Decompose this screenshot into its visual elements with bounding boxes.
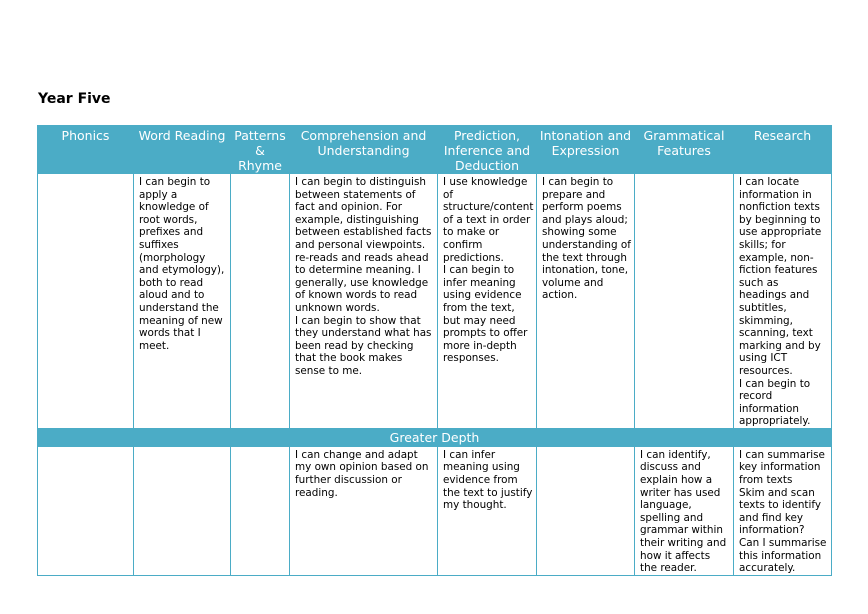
header-intonation: Intonation and Expression [537, 126, 635, 174]
cell-word-reading-gd [134, 446, 231, 575]
cell-phonics-gd [38, 446, 134, 575]
cell-grammatical-gd: I can identify, discuss and explain how a writer has used language, spelling and grammar within their writing and how it affects the reader. [635, 446, 734, 575]
cell-word-reading: I can begin to apply a knowledge of root words, prefixes and suffixes (morphology and etymology), both to read aloud and to understand the meaning of new words that I meet. [134, 174, 231, 429]
cell-patterns-rhyme [231, 174, 290, 429]
cell-intonation: I can begin to prepare and perform poems and plays aloud; showing some understanding of the text through intonation, tone, volume and action. [537, 174, 635, 429]
header-row [38, 126, 832, 174]
cell-prediction-gd: I can infer meaning using evidence from the text to justify my thought. [438, 446, 537, 575]
page-title: Year Five [38, 91, 111, 107]
greater-depth-row [38, 428, 832, 446]
header-patterns-rhyme: Patterns & Rhyme [231, 126, 290, 174]
cell-phonics [38, 174, 134, 429]
cell-prediction: I use knowledge of structure/content of a text in order to make or confirm predictions. I can begin to infer meaning using evidence from the text, but may need prompts to offer more in-depth responses. [438, 174, 537, 429]
header-prediction: Prediction, Inference and Deduction [438, 126, 537, 174]
header-grammatical: Grammatical Features [635, 126, 734, 174]
cell-patterns-rhyme-gd [231, 446, 290, 575]
greater-depth-label: Greater Depth [38, 428, 832, 446]
cell-research: I can locate information in nonfiction texts by beginning to use appropriate skills; for example, non-fiction features such as headings and subtitles, skimming, scanning, text marking and by using ICT resources. I can begin to record information appropriately. [734, 174, 832, 429]
year-five-table [37, 125, 832, 576]
cell-grammatical [635, 174, 734, 429]
cell-research-gd: I can summarise key information from texts Skim and scan texts to identify and find key information? Can I summarise this information accurately. [734, 446, 832, 575]
header-word-reading: Word Reading [134, 126, 231, 174]
table-row [38, 174, 832, 429]
cell-comprehension-gd: I can change and adapt my own opinion based on further discussion or reading. [290, 446, 438, 575]
header-comprehension: Comprehension and Understanding [290, 126, 438, 174]
cell-intonation-gd [537, 446, 635, 575]
header-phonics: Phonics [38, 126, 134, 174]
cell-comprehension: I can begin to distinguish between statements of fact and opinion. For example, distinguishing between established facts and personal viewpoints. re-reads and reads ahead to determine meaning. I generally, use knowledge of known words to read unknown words. I can begin to show that they understand what has been read by checking that the book makes sense to me. [290, 174, 438, 429]
header-research: Research [734, 126, 832, 174]
table-row [38, 446, 832, 575]
